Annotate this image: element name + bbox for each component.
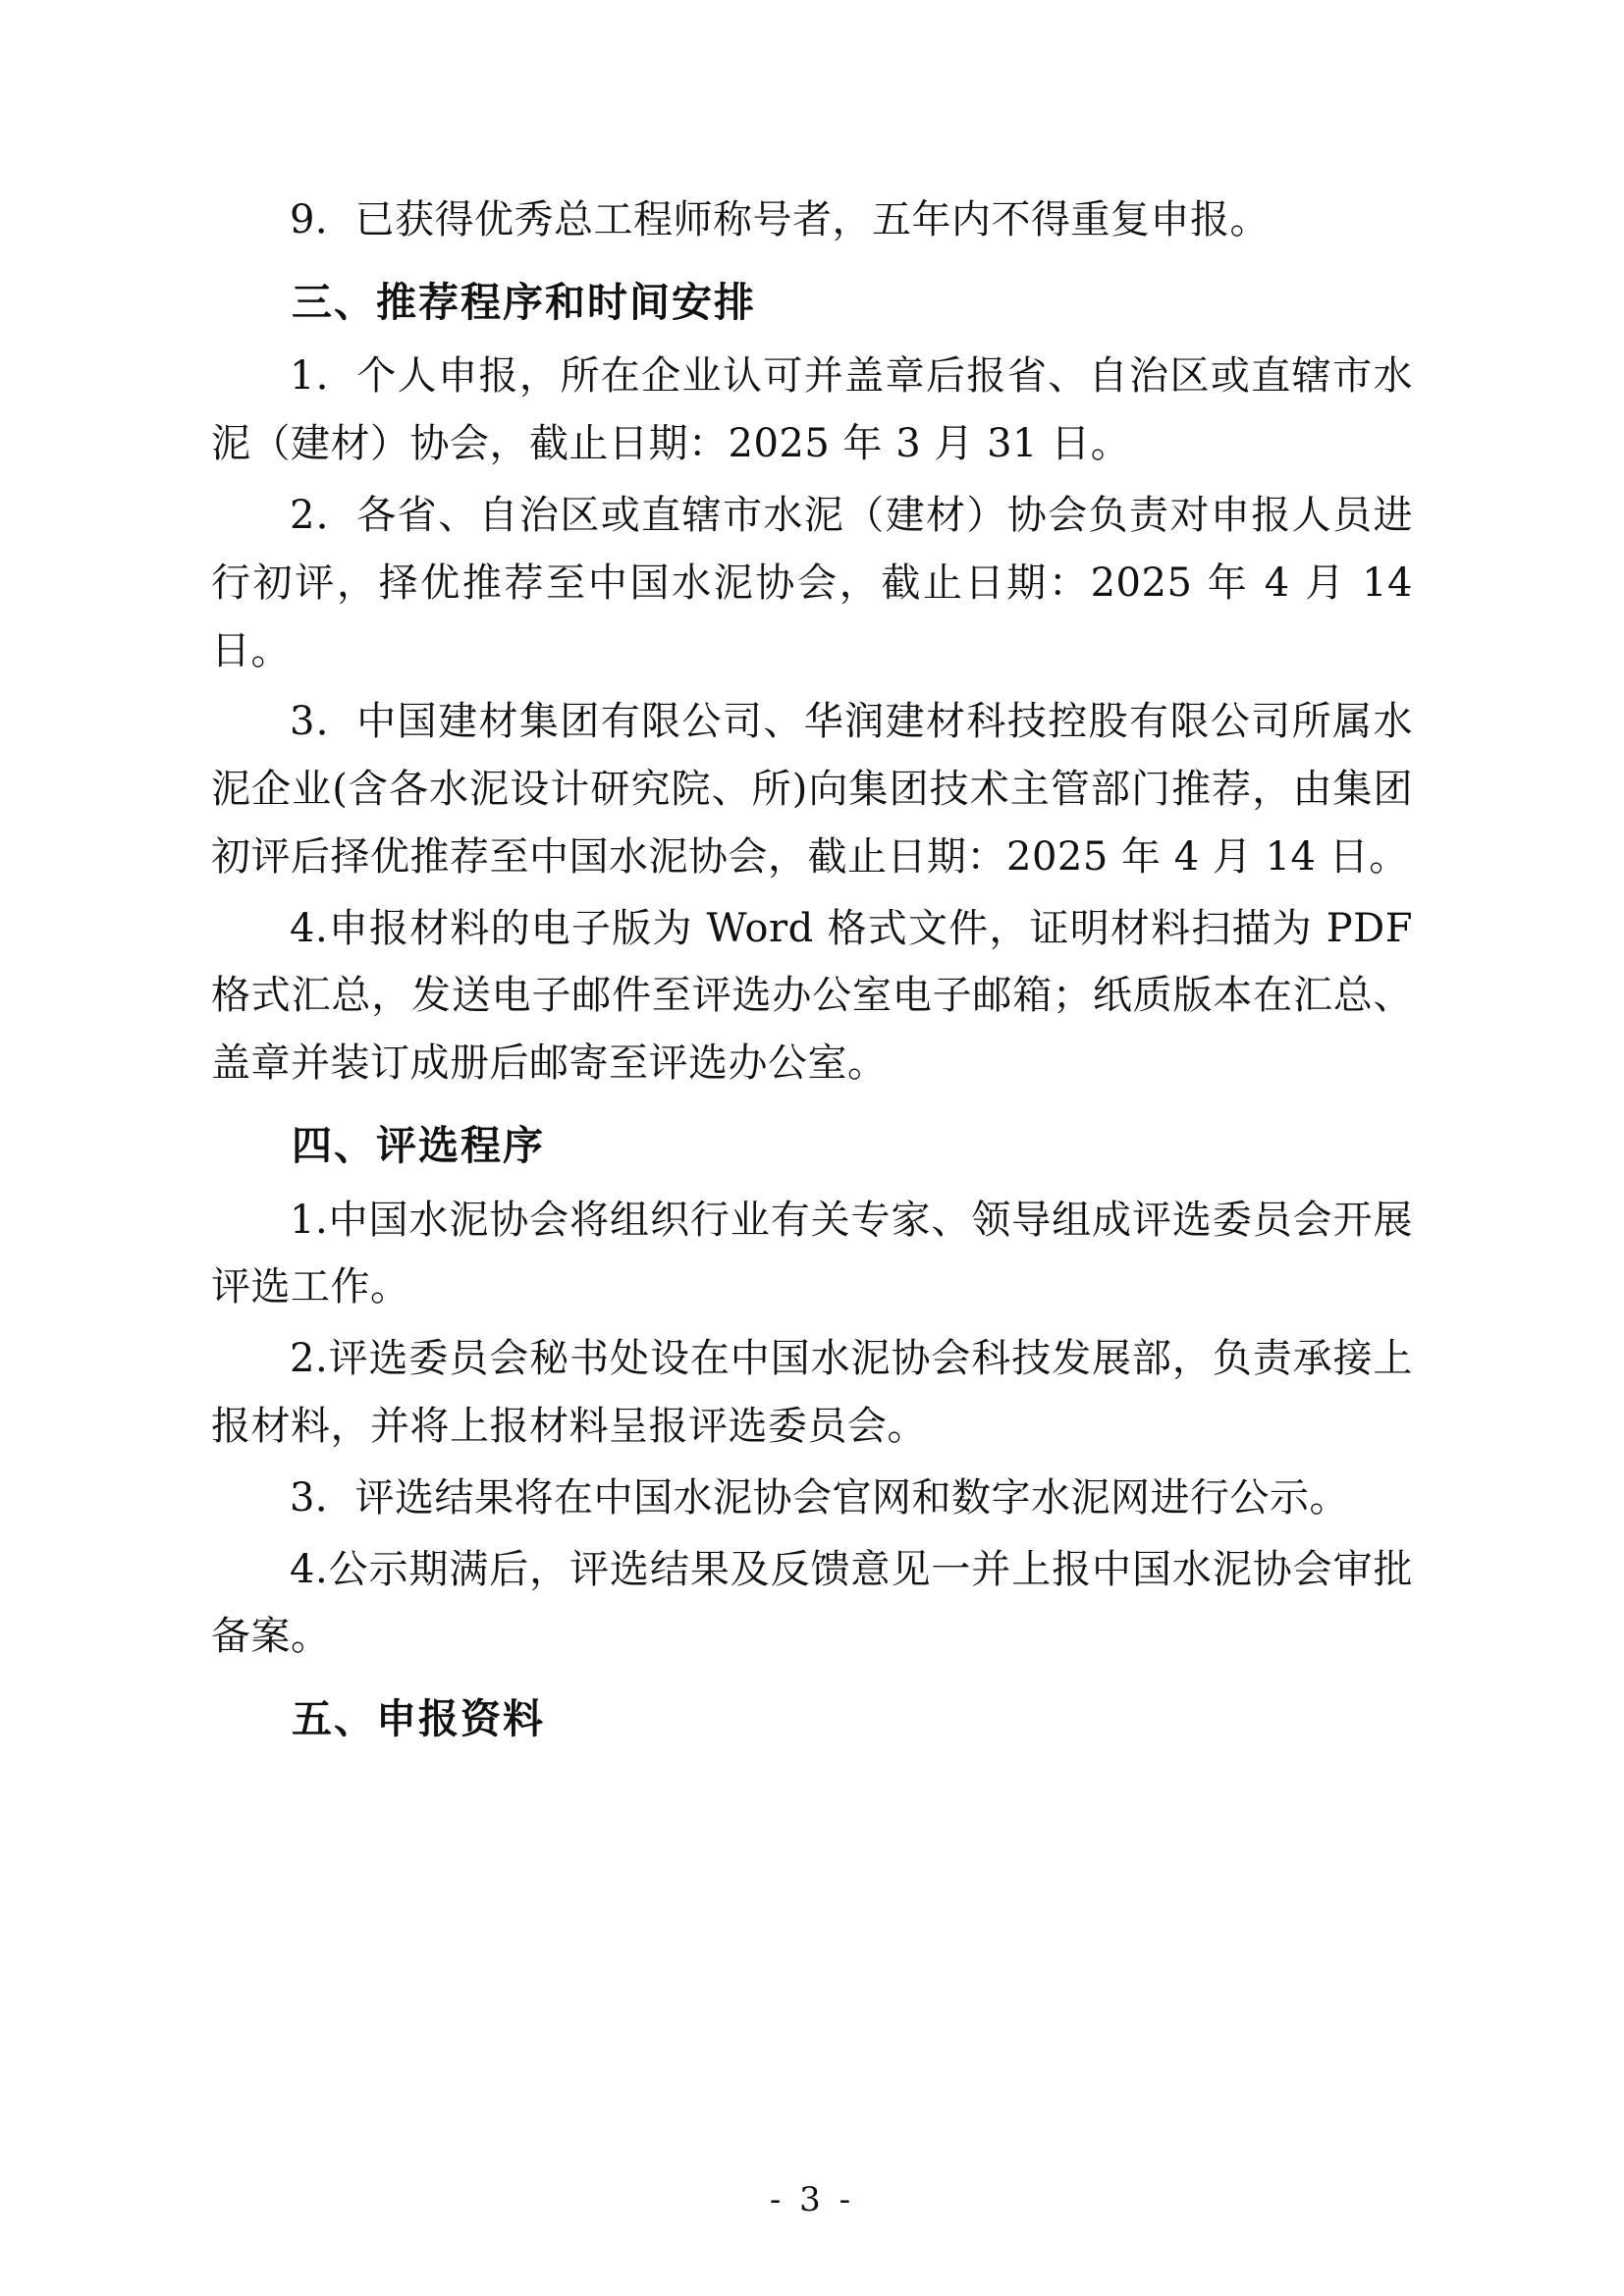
section-four-item-3: 3．评选结果将在中国水泥协会官网和数字水泥网进行公示。 [290,1474,1349,1521]
section-four-item-1: 1.中国水泥协会将组织行业有关专家、领导组成评选委员会开展评选工作。 [211,1197,1413,1310]
section-three-item-1: 1．个人申报，所在企业认可并盖章后报省、自治区或直辖市水泥（建材）协会，截止日期：2025 年 3 月 31 日。 [211,353,1413,467]
section-three-heading: 三、推荐程序和时间安排 [292,278,756,326]
section-four-heading: 四、评选程序 [292,1122,545,1170]
page-number: - 3 - [769,2180,855,2219]
section-four-item-2: 2.评选委员会秘书处设在中国水泥协会科技发展部，负责承接上报材料，并将上报材料呈报评选委员会。 [211,1336,1413,1449]
section-five-heading: 五、申报资料 [292,1695,545,1743]
section-three-item-3: 3．中国建材集团有限公司、华润建材科技控股有限公司所属水泥企业(含各水泥设计研究院、所)向集团技术主管部门推荐，由集团初评后择优推荐至中国水泥协会，截止日期：2025 年 4 月 14 日。 [211,699,1413,880]
section-three-item-4: 4.申报材料的电子版为 Word 格式文件，证明材料扫描为 PDF 格式汇总，发送电子邮件至评选办公室电子邮箱；纸质版本在汇总、盖章并装订成册后邮寄至评选办公室。 [211,905,1413,1087]
section-four-item-4: 4.公示期满后，评选结果及反馈意见一并上报中国水泥协会审批备案。 [211,1546,1413,1660]
clause-9: 9．已获得优秀总工程师称号者，五年内不得重复申报。 [290,197,1270,242]
section-three-item-2: 2．各省、自治区或直辖市水泥（建材）协会负责对申报人员进行初评，择优推荐至中国水泥协会，截止日期：2025 年 4 月 14 日。 [211,492,1413,673]
document-body [211,187,1413,1754]
